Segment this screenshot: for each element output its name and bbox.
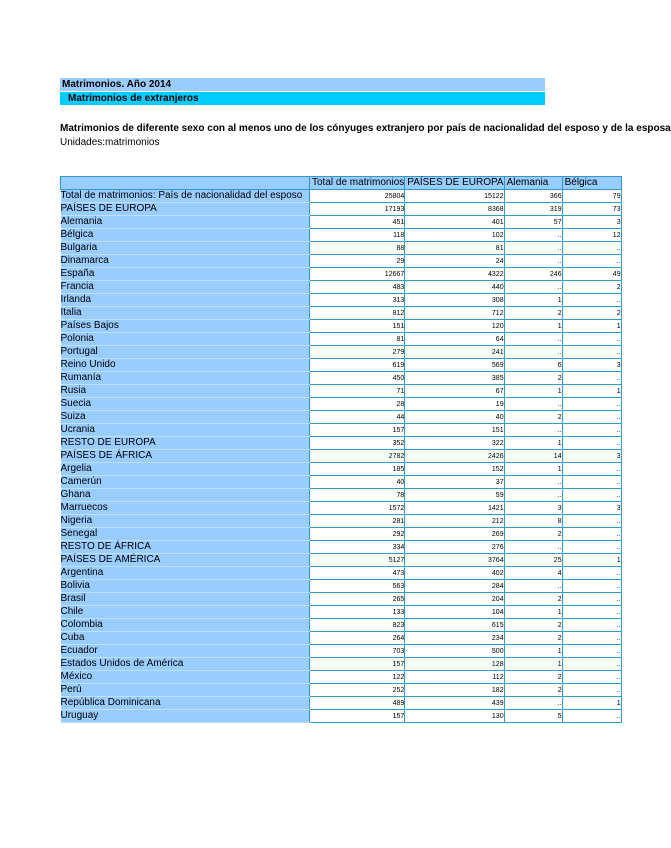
cell-value: 118 [310, 229, 405, 242]
cell-value: 241 [405, 346, 504, 359]
cell-value: .. [562, 398, 621, 411]
cell-value: 12667 [310, 268, 405, 281]
table-row [61, 398, 622, 411]
cell-value: 234 [405, 632, 504, 645]
cell-value: 366 [504, 190, 562, 203]
data-table [60, 176, 622, 723]
cell-value: 102 [405, 229, 504, 242]
cell-value: 79 [562, 190, 621, 203]
cell-value: 2782 [310, 450, 405, 463]
table-row [61, 632, 622, 645]
cell-value: 473 [310, 567, 405, 580]
row-label: RESTO DE ÁFRICA [61, 541, 310, 554]
cell-value: 4 [504, 567, 562, 580]
cell-value: 104 [405, 606, 504, 619]
row-label: Uruguay [61, 710, 310, 723]
cell-value: 500 [405, 645, 504, 658]
cell-value: .. [562, 619, 621, 632]
cell-value: 334 [310, 541, 405, 554]
cell-value: .. [504, 242, 562, 255]
cell-value: 483 [310, 281, 405, 294]
cell-value: 78 [310, 489, 405, 502]
row-label: Marruecos [61, 502, 310, 515]
row-label: República Dominicana [61, 697, 310, 710]
table-row [61, 255, 622, 268]
cell-value: 151 [310, 320, 405, 333]
row-label: Colombia [61, 619, 310, 632]
cell-value: 1 [504, 463, 562, 476]
cell-value: .. [562, 437, 621, 450]
cell-value: 1 [504, 606, 562, 619]
cell-value: 2426 [405, 450, 504, 463]
row-label: Países Bajos [61, 320, 310, 333]
cell-value: .. [504, 424, 562, 437]
table-row [61, 229, 622, 242]
cell-value: 1 [562, 320, 621, 333]
cell-value: 112 [405, 671, 504, 684]
cell-value: 2 [504, 619, 562, 632]
cell-value: .. [562, 710, 621, 723]
units-note: Unidades:matrimonios [60, 137, 160, 148]
table-row [61, 372, 622, 385]
row-label: Nigeria [61, 515, 310, 528]
cell-value: 246 [504, 268, 562, 281]
table-row [61, 203, 622, 216]
report-title: Matrimonios. Año 2014 [60, 78, 545, 91]
cell-value: 6 [504, 359, 562, 372]
cell-value: .. [504, 333, 562, 346]
cell-value: 308 [405, 294, 504, 307]
cell-value: 8 [504, 515, 562, 528]
cell-value: .. [562, 606, 621, 619]
cell-value: 157 [310, 424, 405, 437]
cell-value: 128 [405, 658, 504, 671]
cell-value: 3 [562, 450, 621, 463]
table-row [61, 567, 622, 580]
cell-value: 133 [310, 606, 405, 619]
table-row [61, 593, 622, 606]
cell-value: 2 [504, 307, 562, 320]
cell-value: 88 [310, 242, 405, 255]
cell-value: 71 [310, 385, 405, 398]
cell-value: 703 [310, 645, 405, 658]
cell-value: 1 [562, 697, 621, 710]
cell-value: 265 [310, 593, 405, 606]
cell-value: 823 [310, 619, 405, 632]
table-row [61, 359, 622, 372]
cell-value: 17193 [310, 203, 405, 216]
cell-value: 2 [504, 372, 562, 385]
cell-value: .. [504, 697, 562, 710]
row-label: Suiza [61, 411, 310, 424]
cell-value: 1 [504, 320, 562, 333]
table-row [61, 307, 622, 320]
cell-value: .. [562, 580, 621, 593]
row-label: Italia [61, 307, 310, 320]
cell-value: 40 [310, 476, 405, 489]
cell-value: 279 [310, 346, 405, 359]
row-label: Brasil [61, 593, 310, 606]
cell-value: .. [562, 684, 621, 697]
row-label: Bulgaria [61, 242, 310, 255]
table-row [61, 528, 622, 541]
table-row [61, 437, 622, 450]
cell-value: 319 [504, 203, 562, 216]
cell-value: 73 [562, 203, 621, 216]
cell-value: 64 [405, 333, 504, 346]
cell-value: .. [562, 476, 621, 489]
cell-value: .. [562, 333, 621, 346]
table-row [61, 190, 622, 203]
row-label: Francia [61, 281, 310, 294]
cell-value: 269 [405, 528, 504, 541]
cell-value: 3 [504, 502, 562, 515]
cell-value: 615 [405, 619, 504, 632]
row-label: Ghana [61, 489, 310, 502]
column-header: Total de matrimonios [310, 177, 405, 190]
cell-value: 67 [405, 385, 504, 398]
table-row [61, 489, 622, 502]
cell-value: .. [562, 528, 621, 541]
row-label: Argelia [61, 463, 310, 476]
cell-value: 2 [562, 281, 621, 294]
cell-value: 1 [504, 437, 562, 450]
cell-value: 1 [562, 554, 621, 567]
cell-value: 24 [405, 255, 504, 268]
cell-value: 619 [310, 359, 405, 372]
cell-value: 450 [310, 372, 405, 385]
row-label: Bélgica [61, 229, 310, 242]
cell-value: 292 [310, 528, 405, 541]
table-row [61, 333, 622, 346]
cell-value: 439 [405, 697, 504, 710]
cell-value: 1 [562, 385, 621, 398]
cell-value: .. [504, 346, 562, 359]
row-label: Ucrania [61, 424, 310, 437]
cell-value: 2 [562, 307, 621, 320]
cell-value: .. [562, 489, 621, 502]
table-row [61, 346, 622, 359]
table-row [61, 294, 622, 307]
row-label: Suecia [61, 398, 310, 411]
cell-value: .. [504, 255, 562, 268]
cell-value: .. [562, 294, 621, 307]
table-heading: Matrimonios de diferente sexo con al menos uno de los cónyuges extranjero por país de nacionalidad del esposo y de la esposa [60, 123, 671, 134]
row-label: PAÍSES DE ÁFRICA [61, 450, 310, 463]
row-label: Irlanda [61, 294, 310, 307]
row-label: Ecuador [61, 645, 310, 658]
cell-value: 1421 [405, 502, 504, 515]
column-header: PAÍSES DE EUROPA [405, 177, 504, 190]
row-label: Total de matrimonios: País de nacionalidad del esposo [61, 190, 310, 203]
cell-value: .. [562, 346, 621, 359]
cell-value: .. [562, 658, 621, 671]
cell-value: .. [504, 398, 562, 411]
table-row [61, 710, 622, 723]
cell-value: .. [504, 281, 562, 294]
cell-value: 401 [405, 216, 504, 229]
cell-value: 25 [504, 554, 562, 567]
cell-value: 2 [504, 671, 562, 684]
cell-value: .. [504, 541, 562, 554]
table-row [61, 216, 622, 229]
cell-value: .. [562, 593, 621, 606]
cell-value: 120 [405, 320, 504, 333]
table-row [61, 658, 622, 671]
cell-value: 252 [310, 684, 405, 697]
cell-value: 1 [504, 658, 562, 671]
cell-value: 2 [504, 411, 562, 424]
row-label: RESTO DE EUROPA [61, 437, 310, 450]
cell-value: 28 [310, 398, 405, 411]
table-row [61, 281, 622, 294]
cell-value: 19 [405, 398, 504, 411]
row-label: Chile [61, 606, 310, 619]
table-row [61, 697, 622, 710]
table-row [61, 476, 622, 489]
table-row [61, 424, 622, 437]
cell-value: 569 [405, 359, 504, 372]
cell-value: 3 [562, 502, 621, 515]
cell-value: 204 [405, 593, 504, 606]
cell-value: 451 [310, 216, 405, 229]
row-label: México [61, 671, 310, 684]
cell-value: .. [504, 580, 562, 593]
cell-value: .. [562, 424, 621, 437]
cell-value: 152 [405, 463, 504, 476]
cell-value: 5 [504, 710, 562, 723]
row-label: Polonia [61, 333, 310, 346]
cell-value: 157 [310, 710, 405, 723]
report-subtitle: Matrimonios de extranjeros [60, 92, 545, 105]
cell-value: 1 [504, 294, 562, 307]
cell-value: 37 [405, 476, 504, 489]
table-row [61, 463, 622, 476]
cell-value: 313 [310, 294, 405, 307]
table-row [61, 385, 622, 398]
cell-value: 49 [562, 268, 621, 281]
cell-value: .. [562, 632, 621, 645]
cell-value: 563 [310, 580, 405, 593]
cell-value: 712 [405, 307, 504, 320]
table-row [61, 450, 622, 463]
column-header: Bélgica [562, 177, 621, 190]
cell-value: 322 [405, 437, 504, 450]
cell-value: 122 [310, 671, 405, 684]
cell-value: 81 [405, 242, 504, 255]
row-label: Alemania [61, 216, 310, 229]
table-row [61, 684, 622, 697]
cell-value: .. [504, 476, 562, 489]
table-row [61, 645, 622, 658]
cell-value: 29 [310, 255, 405, 268]
row-label: Rusia [61, 385, 310, 398]
cell-value: 264 [310, 632, 405, 645]
cell-value: 284 [405, 580, 504, 593]
cell-value: 489 [310, 697, 405, 710]
cell-value: 81 [310, 333, 405, 346]
cell-value: 25804 [310, 190, 405, 203]
cell-value: 44 [310, 411, 405, 424]
row-label: PAÍSES DE AMÉRICA [61, 554, 310, 567]
row-label: Bolivia [61, 580, 310, 593]
cell-value: .. [562, 411, 621, 424]
cell-value: 2 [504, 632, 562, 645]
table-row [61, 515, 622, 528]
cell-value: 1 [504, 385, 562, 398]
cell-value: .. [504, 229, 562, 242]
row-label: Camerún [61, 476, 310, 489]
header-corner [61, 177, 310, 190]
cell-value: .. [562, 515, 621, 528]
cell-value: 1572 [310, 502, 405, 515]
table-row [61, 554, 622, 567]
cell-value: .. [562, 541, 621, 554]
row-label: Senegal [61, 528, 310, 541]
cell-value: 212 [405, 515, 504, 528]
table-row [61, 411, 622, 424]
cell-value: 14 [504, 450, 562, 463]
row-label: Perú [61, 684, 310, 697]
row-label: Portugal [61, 346, 310, 359]
cell-value: 3764 [405, 554, 504, 567]
table-row [61, 671, 622, 684]
row-label: Cuba [61, 632, 310, 645]
cell-value: 59 [405, 489, 504, 502]
cell-value: 2 [504, 684, 562, 697]
row-label: PAÍSES DE EUROPA [61, 203, 310, 216]
cell-value: 185 [310, 463, 405, 476]
cell-value: 40 [405, 411, 504, 424]
table-row [61, 541, 622, 554]
column-header: Alemania [504, 177, 562, 190]
cell-value: 3 [562, 359, 621, 372]
row-label: Argentina [61, 567, 310, 580]
cell-value: .. [562, 255, 621, 268]
row-label: Rumanía [61, 372, 310, 385]
cell-value: .. [562, 645, 621, 658]
row-label: Estados Unidos de América [61, 658, 310, 671]
cell-value: .. [562, 463, 621, 476]
cell-value: 151 [405, 424, 504, 437]
cell-value: .. [562, 242, 621, 255]
cell-value: 3 [562, 216, 621, 229]
cell-value: 157 [310, 658, 405, 671]
cell-value: .. [562, 372, 621, 385]
cell-value: .. [562, 567, 621, 580]
row-label: Dinamarca [61, 255, 310, 268]
cell-value: .. [562, 671, 621, 684]
cell-value: 4322 [405, 268, 504, 281]
table-row [61, 268, 622, 281]
cell-value: 352 [310, 437, 405, 450]
header-row [61, 177, 622, 190]
cell-value: 1 [504, 645, 562, 658]
cell-value: 385 [405, 372, 504, 385]
cell-value: 812 [310, 307, 405, 320]
cell-value: 2 [504, 593, 562, 606]
row-label: Reino Unido [61, 359, 310, 372]
cell-value: 8368 [405, 203, 504, 216]
table-row [61, 242, 622, 255]
cell-value: 15122 [405, 190, 504, 203]
table-row [61, 580, 622, 593]
cell-value: 440 [405, 281, 504, 294]
table-row [61, 619, 622, 632]
cell-value: 5127 [310, 554, 405, 567]
cell-value: 130 [405, 710, 504, 723]
table-row [61, 502, 622, 515]
cell-value: 281 [310, 515, 405, 528]
row-label: España [61, 268, 310, 281]
table-row [61, 320, 622, 333]
cell-value: 57 [504, 216, 562, 229]
cell-value: 2 [504, 528, 562, 541]
table-row [61, 606, 622, 619]
cell-value: 276 [405, 541, 504, 554]
cell-value: 12 [562, 229, 621, 242]
cell-value: 182 [405, 684, 504, 697]
cell-value: 402 [405, 567, 504, 580]
table-body [61, 190, 622, 723]
cell-value: .. [504, 489, 562, 502]
